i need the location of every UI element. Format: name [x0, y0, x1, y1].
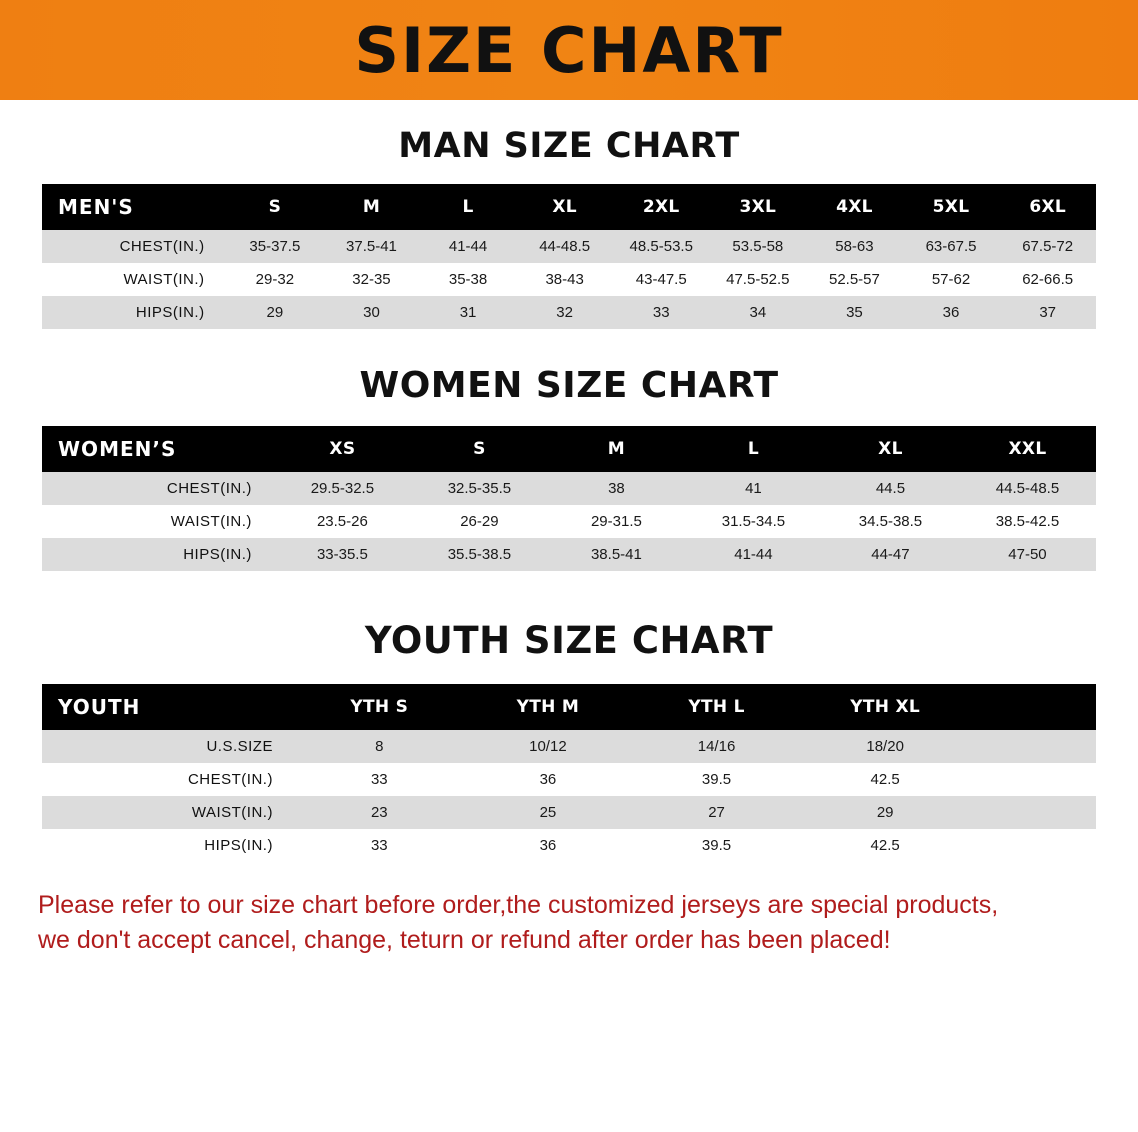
man-cell: 43-47.5 — [613, 263, 710, 296]
man-cell: 47.5-52.5 — [710, 263, 807, 296]
disclaimer-note — [38, 888, 1100, 957]
man-cell: 48.5-53.5 — [613, 230, 710, 263]
youth-cell: 39.5 — [632, 829, 801, 862]
women-cell: 38 — [548, 472, 685, 505]
man-cell: 62-66.5 — [999, 263, 1096, 296]
women-col-header: XL — [822, 426, 959, 472]
women-row-label: CHEST(IN.) — [42, 472, 274, 505]
youth-corner-label: YOUTH — [42, 684, 295, 730]
youth-col-header: YTH L — [632, 684, 801, 730]
table-header-row — [42, 684, 1096, 730]
man-cell: 35-37.5 — [227, 230, 324, 263]
table-row — [42, 730, 1096, 763]
table-row — [42, 505, 1096, 538]
women-row-label: HIPS(IN.) — [42, 538, 274, 571]
women-section-heading: WOMEN SIZE CHART — [359, 365, 779, 406]
man-table-wrap — [42, 184, 1096, 329]
women-row-label: WAIST(IN.) — [42, 505, 274, 538]
table-row — [42, 296, 1096, 329]
women-cell: 44.5 — [822, 472, 959, 505]
man-cell: 38-43 — [516, 263, 613, 296]
youth-table-head — [42, 684, 1096, 730]
man-cell: 30 — [323, 296, 420, 329]
women-table-body — [42, 472, 1096, 571]
man-col-header: S — [227, 184, 324, 230]
women-col-header: L — [685, 426, 822, 472]
youth-col-header: YTH M — [464, 684, 633, 730]
women-cell: 31.5-34.5 — [685, 505, 822, 538]
table-row — [42, 230, 1096, 263]
youth-cell-spacer — [969, 730, 1096, 763]
man-cell: 41-44 — [420, 230, 517, 263]
man-cell: 33 — [613, 296, 710, 329]
women-cell: 32.5-35.5 — [411, 472, 548, 505]
man-cell: 63-67.5 — [903, 230, 1000, 263]
youth-col-header: YTH S — [295, 684, 464, 730]
man-col-header: 5XL — [903, 184, 1000, 230]
youth-cell: 23 — [295, 796, 464, 829]
table-header-row — [42, 426, 1096, 472]
youth-cell: 33 — [295, 829, 464, 862]
man-cell: 37 — [999, 296, 1096, 329]
youth-row-label: WAIST(IN.) — [42, 796, 295, 829]
women-corner-label: WOMEN’S — [42, 426, 274, 472]
man-row-label: HIPS(IN.) — [42, 296, 227, 329]
women-cell: 33-35.5 — [274, 538, 411, 571]
man-cell: 36 — [903, 296, 1000, 329]
man-table-head — [42, 184, 1096, 230]
youth-cell: 39.5 — [632, 763, 801, 796]
man-col-header: 3XL — [710, 184, 807, 230]
table-row — [42, 763, 1096, 796]
man-cell: 34 — [710, 296, 807, 329]
page-title: SIZE CHART — [354, 14, 784, 87]
women-cell: 38.5-42.5 — [959, 505, 1096, 538]
man-cell: 32 — [516, 296, 613, 329]
youth-cell-spacer — [969, 829, 1096, 862]
women-cell: 44.5-48.5 — [959, 472, 1096, 505]
table-row — [42, 796, 1096, 829]
youth-cell: 10/12 — [464, 730, 633, 763]
youth-cell: 18/20 — [801, 730, 970, 763]
man-cell: 35 — [806, 296, 903, 329]
women-cell: 41 — [685, 472, 822, 505]
table-header-row — [42, 184, 1096, 230]
disclaimer-line-2: we don't accept cancel, change, teturn or refund after order has been placed! — [38, 925, 891, 954]
page-banner — [0, 0, 1138, 100]
disclaimer-line-1: Please refer to our size chart before order,the customized jerseys are special products, — [38, 891, 999, 919]
man-row-label: WAIST(IN.) — [42, 263, 227, 296]
youth-table-body — [42, 730, 1096, 862]
man-cell: 37.5-41 — [323, 230, 420, 263]
youth-header-spacer — [969, 684, 1096, 730]
man-col-header: M — [323, 184, 420, 230]
women-cell: 38.5-41 — [548, 538, 685, 571]
youth-row-label: CHEST(IN.) — [42, 763, 295, 796]
table-row — [42, 829, 1096, 862]
man-col-header: XL — [516, 184, 613, 230]
women-cell: 44-47 — [822, 538, 959, 571]
man-col-header: 4XL — [806, 184, 903, 230]
table-row — [42, 472, 1096, 505]
youth-cell: 42.5 — [801, 829, 970, 862]
youth-cell: 42.5 — [801, 763, 970, 796]
youth-cell: 36 — [464, 763, 633, 796]
youth-cell: 8 — [295, 730, 464, 763]
man-section-heading: MAN SIZE CHART — [398, 126, 740, 166]
man-corner-label: MEN'S — [42, 184, 227, 230]
women-table-wrap — [42, 426, 1096, 571]
table-row — [42, 538, 1096, 571]
man-cell: 44-48.5 — [516, 230, 613, 263]
women-col-header: M — [548, 426, 685, 472]
table-row — [42, 263, 1096, 296]
youth-table-wrap — [42, 684, 1096, 862]
man-cell: 67.5-72 — [999, 230, 1096, 263]
women-cell: 26-29 — [411, 505, 548, 538]
man-cell: 29 — [227, 296, 324, 329]
youth-row-label: U.S.SIZE — [42, 730, 295, 763]
man-table-body — [42, 230, 1096, 329]
women-cell: 23.5-26 — [274, 505, 411, 538]
man-col-header: 2XL — [613, 184, 710, 230]
women-cell: 35.5-38.5 — [411, 538, 548, 571]
youth-cell: 29 — [801, 796, 970, 829]
youth-cell: 27 — [632, 796, 801, 829]
youth-row-label: HIPS(IN.) — [42, 829, 295, 862]
youth-cell-spacer — [969, 796, 1096, 829]
women-size-table — [42, 426, 1096, 571]
youth-cell-spacer — [969, 763, 1096, 796]
man-col-header: L — [420, 184, 517, 230]
women-col-header: S — [411, 426, 548, 472]
youth-section-heading: YOUTH SIZE CHART — [364, 619, 774, 662]
man-cell: 52.5-57 — [806, 263, 903, 296]
women-cell: 29-31.5 — [548, 505, 685, 538]
man-cell: 58-63 — [806, 230, 903, 263]
women-col-header: XXL — [959, 426, 1096, 472]
man-col-header: 6XL — [999, 184, 1096, 230]
women-col-header: XS — [274, 426, 411, 472]
man-size-table — [42, 184, 1096, 329]
women-cell: 34.5-38.5 — [822, 505, 959, 538]
youth-cell: 36 — [464, 829, 633, 862]
man-row-label: CHEST(IN.) — [42, 230, 227, 263]
women-cell: 29.5-32.5 — [274, 472, 411, 505]
man-cell: 29-32 — [227, 263, 324, 296]
man-cell: 53.5-58 — [710, 230, 807, 263]
youth-col-header: YTH XL — [801, 684, 970, 730]
man-cell: 35-38 — [420, 263, 517, 296]
youth-cell: 25 — [464, 796, 633, 829]
youth-size-table — [42, 684, 1096, 862]
man-cell: 32-35 — [323, 263, 420, 296]
man-cell: 31 — [420, 296, 517, 329]
youth-cell: 14/16 — [632, 730, 801, 763]
women-cell: 47-50 — [959, 538, 1096, 571]
man-cell: 57-62 — [903, 263, 1000, 296]
women-table-head — [42, 426, 1096, 472]
women-cell: 41-44 — [685, 538, 822, 571]
youth-cell: 33 — [295, 763, 464, 796]
